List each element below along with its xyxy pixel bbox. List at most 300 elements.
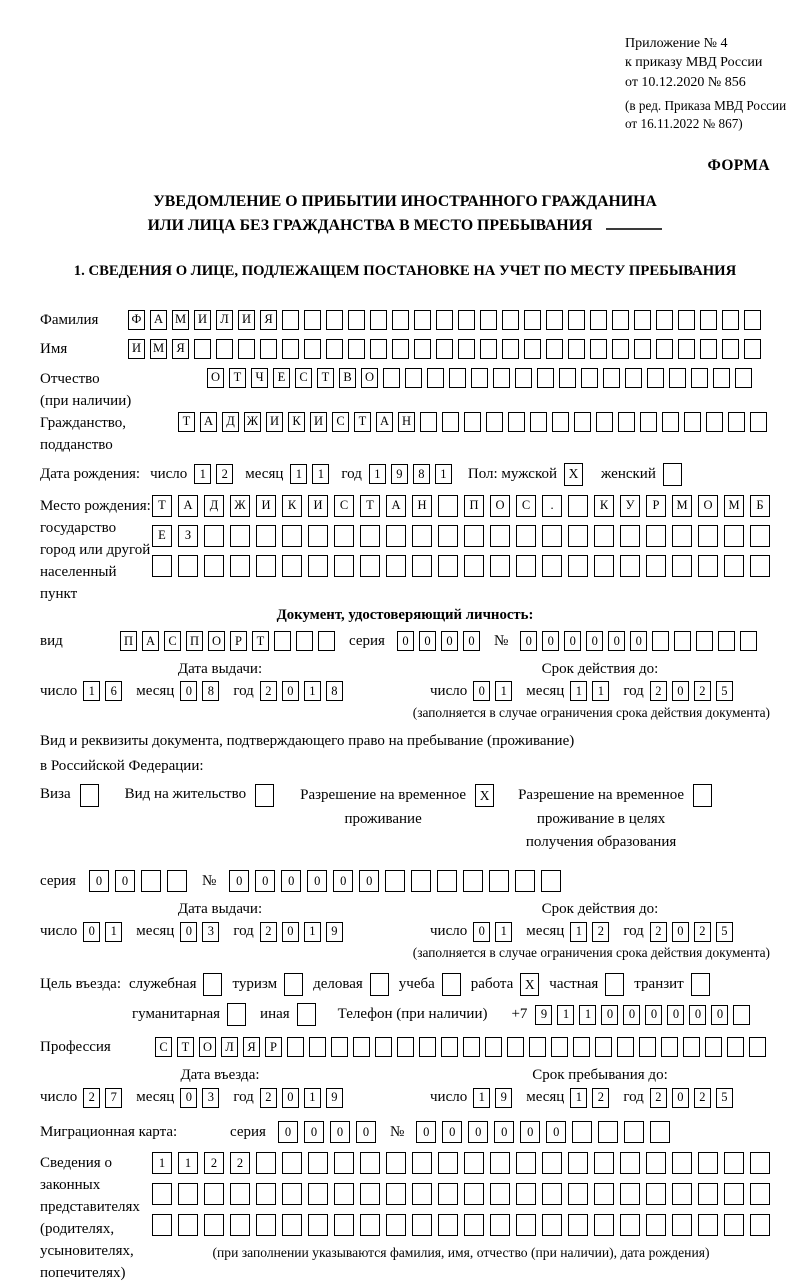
representatives-char-box[interactable] (282, 1152, 302, 1174)
migration-number-box[interactable]: 0 (468, 1121, 488, 1143)
birth-place-char-box[interactable]: У (620, 495, 640, 517)
doc-number-box[interactable]: 0 (608, 631, 625, 651)
given-name-char-box[interactable] (326, 339, 343, 359)
residence-number-box[interactable]: 0 (307, 870, 327, 892)
purpose-private-checkbox[interactable] (605, 973, 624, 996)
entry-year-box[interactable]: 1 (304, 1088, 321, 1108)
citizenship-char-box[interactable] (706, 412, 723, 432)
birth-place-char-box[interactable] (672, 525, 692, 547)
birth-place-char-box[interactable] (386, 525, 406, 547)
surname-char-box[interactable] (700, 310, 717, 330)
representatives-char-box[interactable] (464, 1183, 484, 1205)
migration-number-box[interactable]: 0 (520, 1121, 540, 1143)
representatives-char-box[interactable] (620, 1214, 640, 1236)
patronymic-char-box[interactable] (669, 368, 686, 388)
doc-type-char-box[interactable]: П (186, 631, 203, 651)
purpose-study-checkbox[interactable] (442, 973, 461, 996)
stay-day-box[interactable]: 1 (473, 1088, 490, 1108)
given-name-char-box[interactable] (546, 339, 563, 359)
citizenship-char-box[interactable] (574, 412, 591, 432)
representatives-char-box[interactable] (620, 1152, 640, 1174)
doc-type-char-box[interactable]: Т (252, 631, 269, 651)
citizenship-char-box[interactable] (728, 412, 745, 432)
birth-place-char-box[interactable] (438, 525, 458, 547)
phone-digit-box[interactable]: 0 (645, 1005, 662, 1025)
surname-char-box[interactable]: Л (216, 310, 233, 330)
birth-place-char-box[interactable]: О (490, 495, 510, 517)
profession-char-box[interactable]: Л (221, 1037, 238, 1057)
profession-char-box[interactable] (617, 1037, 634, 1057)
birth-place-char-box[interactable] (204, 555, 224, 577)
phone-digit-box[interactable]: 0 (689, 1005, 706, 1025)
representatives-char-box[interactable] (152, 1214, 172, 1236)
patronymic-char-box[interactable] (625, 368, 642, 388)
birth-place-char-box[interactable]: Ж (230, 495, 250, 517)
birth-place-char-box[interactable] (438, 555, 458, 577)
issue-year-box[interactable]: 8 (326, 681, 343, 701)
entry-year-box[interactable]: 2 (260, 1088, 277, 1108)
birth-place-char-box[interactable] (542, 555, 562, 577)
patronymic-char-box[interactable] (537, 368, 554, 388)
entry-year-box[interactable]: 0 (282, 1088, 299, 1108)
representatives-char-box[interactable]: 1 (152, 1152, 172, 1174)
representatives-char-box[interactable] (386, 1183, 406, 1205)
representatives-char-box[interactable] (646, 1183, 666, 1205)
representatives-char-box[interactable] (334, 1152, 354, 1174)
birth-place-char-box[interactable]: К (282, 495, 302, 517)
doc-number-box[interactable]: 0 (586, 631, 603, 651)
birth-place-char-box[interactable] (360, 525, 380, 547)
doc-number-box[interactable] (674, 631, 691, 651)
given-name-char-box[interactable]: М (150, 339, 167, 359)
surname-char-box[interactable] (568, 310, 585, 330)
migration-number-box[interactable]: 0 (546, 1121, 566, 1143)
birth-place-char-box[interactable] (724, 525, 744, 547)
residence-number-box[interactable] (515, 870, 535, 892)
residence-number-box[interactable]: 0 (333, 870, 353, 892)
residence-valid-month-box[interactable]: 1 (570, 922, 587, 942)
patronymic-char-box[interactable] (691, 368, 708, 388)
patronymic-char-box[interactable] (493, 368, 510, 388)
patronymic-char-box[interactable]: Е (273, 368, 290, 388)
residence-number-box[interactable] (385, 870, 405, 892)
given-name-char-box[interactable] (480, 339, 497, 359)
representatives-char-box[interactable] (542, 1214, 562, 1236)
citizenship-char-box[interactable] (442, 412, 459, 432)
entry-month-box[interactable]: 3 (202, 1088, 219, 1108)
representatives-char-box[interactable] (594, 1152, 614, 1174)
representatives-char-box[interactable] (360, 1214, 380, 1236)
residence-number-box[interactable]: 0 (229, 870, 249, 892)
visa-checkbox[interactable] (80, 784, 99, 807)
birth-day-box[interactable]: 1 (194, 464, 211, 484)
doc-number-box[interactable]: 0 (630, 631, 647, 651)
surname-char-box[interactable] (502, 310, 519, 330)
birth-place-char-box[interactable] (594, 525, 614, 547)
representatives-char-box[interactable] (568, 1152, 588, 1174)
doc-number-box[interactable]: 0 (520, 631, 537, 651)
migration-number-box[interactable]: 0 (416, 1121, 436, 1143)
birth-place-char-box[interactable]: М (672, 495, 692, 517)
profession-char-box[interactable]: Т (177, 1037, 194, 1057)
given-name-char-box[interactable] (612, 339, 629, 359)
residence-valid-year-box[interactable]: 0 (672, 922, 689, 942)
patronymic-char-box[interactable]: С (295, 368, 312, 388)
given-name-char-box[interactable] (700, 339, 717, 359)
profession-char-box[interactable] (683, 1037, 700, 1057)
surname-char-box[interactable]: И (238, 310, 255, 330)
birth-place-char-box[interactable]: Н (412, 495, 432, 517)
migration-series-box[interactable]: 0 (278, 1121, 298, 1143)
citizenship-char-box[interactable] (552, 412, 569, 432)
representatives-char-box[interactable] (178, 1183, 198, 1205)
residence-valid-year-box[interactable]: 2 (650, 922, 667, 942)
given-name-char-box[interactable] (436, 339, 453, 359)
purpose-tourism-checkbox[interactable] (284, 973, 303, 996)
profession-char-box[interactable] (419, 1037, 436, 1057)
residence-number-box[interactable] (437, 870, 457, 892)
birth-place-char-box[interactable]: Р (646, 495, 666, 517)
representatives-char-box[interactable] (256, 1183, 276, 1205)
birth-place-char-box[interactable] (620, 525, 640, 547)
citizenship-char-box[interactable] (640, 412, 657, 432)
profession-char-box[interactable] (375, 1037, 392, 1057)
representatives-char-box[interactable] (672, 1152, 692, 1174)
representatives-char-box[interactable] (334, 1214, 354, 1236)
representatives-char-box[interactable] (646, 1152, 666, 1174)
patronymic-char-box[interactable] (405, 368, 422, 388)
doc-number-box[interactable] (740, 631, 757, 651)
stay-month-box[interactable]: 1 (570, 1088, 587, 1108)
birth-place-char-box[interactable]: К (594, 495, 614, 517)
residence-number-box[interactable]: 0 (359, 870, 379, 892)
phone-digit-box[interactable]: 9 (535, 1005, 552, 1025)
representatives-char-box[interactable] (438, 1214, 458, 1236)
valid-day-box[interactable]: 0 (473, 681, 490, 701)
residence-number-box[interactable] (411, 870, 431, 892)
birth-place-char-box[interactable]: Т (152, 495, 172, 517)
surname-char-box[interactable] (480, 310, 497, 330)
birth-place-char-box[interactable]: П (464, 495, 484, 517)
representatives-char-box[interactable] (282, 1214, 302, 1236)
purpose-transit-checkbox[interactable] (691, 973, 710, 996)
patronymic-char-box[interactable]: Т (317, 368, 334, 388)
representatives-char-box[interactable] (646, 1214, 666, 1236)
representatives-char-box[interactable] (438, 1152, 458, 1174)
profession-char-box[interactable] (353, 1037, 370, 1057)
phone-digit-box[interactable]: 0 (711, 1005, 728, 1025)
migration-number-box[interactable]: 0 (494, 1121, 514, 1143)
profession-char-box[interactable] (595, 1037, 612, 1057)
residence-permit-checkbox[interactable] (255, 784, 274, 807)
patronymic-char-box[interactable] (647, 368, 664, 388)
birth-place-char-box[interactable] (698, 525, 718, 547)
residence-number-box[interactable]: 0 (281, 870, 301, 892)
birth-place-char-box[interactable]: М (724, 495, 744, 517)
representatives-char-box[interactable] (620, 1183, 640, 1205)
birth-place-char-box[interactable]: А (178, 495, 198, 517)
birth-place-char-box[interactable]: О (698, 495, 718, 517)
birth-day-box[interactable]: 2 (216, 464, 233, 484)
representatives-char-box[interactable] (724, 1183, 744, 1205)
birth-year-box[interactable]: 1 (435, 464, 452, 484)
birth-place-char-box[interactable]: И (308, 495, 328, 517)
birth-place-char-box[interactable]: Б (750, 495, 770, 517)
profession-char-box[interactable] (529, 1037, 546, 1057)
representatives-char-box[interactable] (672, 1183, 692, 1205)
issue-day-box[interactable]: 1 (83, 681, 100, 701)
birth-place-char-box[interactable] (360, 555, 380, 577)
profession-char-box[interactable] (705, 1037, 722, 1057)
residence-issue-year-box[interactable]: 1 (304, 922, 321, 942)
representatives-char-box[interactable] (750, 1152, 770, 1174)
representatives-char-box[interactable] (308, 1183, 328, 1205)
entry-day-box[interactable]: 7 (105, 1088, 122, 1108)
representatives-char-box[interactable] (698, 1183, 718, 1205)
phone-digit-box[interactable]: 1 (557, 1005, 574, 1025)
patronymic-char-box[interactable] (559, 368, 576, 388)
residence-issue-year-box[interactable]: 2 (260, 922, 277, 942)
birth-place-char-box[interactable]: З (178, 525, 198, 547)
doc-series-box[interactable]: 0 (441, 631, 458, 651)
representatives-char-box[interactable] (360, 1152, 380, 1174)
representatives-char-box[interactable] (178, 1214, 198, 1236)
residence-number-box[interactable] (463, 870, 483, 892)
patronymic-char-box[interactable]: Ч (251, 368, 268, 388)
surname-char-box[interactable] (634, 310, 651, 330)
citizenship-char-box[interactable] (486, 412, 503, 432)
representatives-char-box[interactable] (438, 1183, 458, 1205)
doc-type-char-box[interactable]: О (208, 631, 225, 651)
surname-char-box[interactable] (590, 310, 607, 330)
purpose-other-checkbox[interactable] (297, 1003, 316, 1026)
given-name-char-box[interactable]: Я (172, 339, 189, 359)
birth-place-char-box[interactable] (256, 525, 276, 547)
valid-year-box[interactable]: 2 (650, 681, 667, 701)
given-name-char-box[interactable]: И (128, 339, 145, 359)
profession-char-box[interactable] (661, 1037, 678, 1057)
patronymic-char-box[interactable] (603, 368, 620, 388)
profession-char-box[interactable] (507, 1037, 524, 1057)
representatives-char-box[interactable] (412, 1214, 432, 1236)
entry-day-box[interactable]: 2 (83, 1088, 100, 1108)
citizenship-char-box[interactable]: Т (354, 412, 371, 432)
doc-series-box[interactable]: 0 (397, 631, 414, 651)
birth-year-box[interactable]: 1 (369, 464, 386, 484)
doc-type-char-box[interactable] (274, 631, 291, 651)
residence-valid-year-box[interactable]: 2 (694, 922, 711, 942)
birth-place-char-box[interactable] (490, 525, 510, 547)
surname-char-box[interactable]: М (172, 310, 189, 330)
profession-char-box[interactable] (639, 1037, 656, 1057)
representatives-char-box[interactable] (230, 1183, 250, 1205)
representatives-char-box[interactable] (516, 1214, 536, 1236)
valid-year-box[interactable]: 0 (672, 681, 689, 701)
residence-issue-day-box[interactable]: 1 (105, 922, 122, 942)
given-name-char-box[interactable] (458, 339, 475, 359)
purpose-business-checkbox[interactable] (370, 973, 389, 996)
doc-type-char-box[interactable]: С (164, 631, 181, 651)
given-name-char-box[interactable] (194, 339, 211, 359)
birth-place-char-box[interactable] (334, 555, 354, 577)
citizenship-char-box[interactable]: А (376, 412, 393, 432)
birth-place-char-box[interactable] (646, 525, 666, 547)
patronymic-char-box[interactable] (383, 368, 400, 388)
surname-char-box[interactable] (436, 310, 453, 330)
issue-month-box[interactable]: 0 (180, 681, 197, 701)
valid-year-box[interactable]: 2 (694, 681, 711, 701)
representatives-char-box[interactable] (568, 1214, 588, 1236)
given-name-char-box[interactable] (656, 339, 673, 359)
given-name-char-box[interactable] (282, 339, 299, 359)
doc-number-box[interactable]: 0 (564, 631, 581, 651)
birth-place-char-box[interactable] (620, 555, 640, 577)
given-name-char-box[interactable] (744, 339, 761, 359)
citizenship-char-box[interactable] (596, 412, 613, 432)
residence-issue-month-box[interactable]: 0 (180, 922, 197, 942)
given-name-char-box[interactable] (370, 339, 387, 359)
stay-day-box[interactable]: 9 (495, 1088, 512, 1108)
profession-char-box[interactable]: Я (243, 1037, 260, 1057)
patronymic-char-box[interactable] (471, 368, 488, 388)
birth-year-box[interactable]: 8 (413, 464, 430, 484)
issue-day-box[interactable]: 6 (105, 681, 122, 701)
doc-number-box[interactable]: 0 (542, 631, 559, 651)
citizenship-char-box[interactable]: И (310, 412, 327, 432)
representatives-char-box[interactable] (464, 1214, 484, 1236)
migration-number-box[interactable] (598, 1121, 618, 1143)
valid-month-box[interactable]: 1 (570, 681, 587, 701)
birth-place-char-box[interactable] (516, 525, 536, 547)
migration-series-box[interactable]: 0 (304, 1121, 324, 1143)
birth-place-char-box[interactable] (152, 555, 172, 577)
profession-char-box[interactable] (331, 1037, 348, 1057)
valid-year-box[interactable]: 5 (716, 681, 733, 701)
phone-digit-box[interactable]: 0 (601, 1005, 618, 1025)
representatives-char-box[interactable] (542, 1152, 562, 1174)
female-checkbox[interactable] (663, 463, 682, 486)
given-name-char-box[interactable] (304, 339, 321, 359)
surname-char-box[interactable] (678, 310, 695, 330)
birth-year-box[interactable]: 9 (391, 464, 408, 484)
surname-char-box[interactable] (414, 310, 431, 330)
residence-number-box[interactable] (541, 870, 561, 892)
representatives-char-box[interactable] (672, 1214, 692, 1236)
citizenship-char-box[interactable]: Ж (244, 412, 261, 432)
citizenship-char-box[interactable]: Д (222, 412, 239, 432)
birth-place-char-box[interactable] (542, 525, 562, 547)
representatives-char-box[interactable]: 2 (230, 1152, 250, 1174)
birth-place-char-box[interactable] (672, 555, 692, 577)
representatives-char-box[interactable]: 1 (178, 1152, 198, 1174)
issue-year-box[interactable]: 0 (282, 681, 299, 701)
given-name-char-box[interactable] (678, 339, 695, 359)
surname-char-box[interactable]: А (150, 310, 167, 330)
citizenship-char-box[interactable] (750, 412, 767, 432)
migration-number-box[interactable] (624, 1121, 644, 1143)
representatives-char-box[interactable] (724, 1152, 744, 1174)
birth-place-char-box[interactable] (750, 555, 770, 577)
representatives-char-box[interactable] (750, 1214, 770, 1236)
doc-number-box[interactable] (718, 631, 735, 651)
representatives-char-box[interactable] (724, 1214, 744, 1236)
birth-place-char-box[interactable] (386, 555, 406, 577)
representatives-char-box[interactable] (594, 1183, 614, 1205)
profession-char-box[interactable]: О (199, 1037, 216, 1057)
given-name-char-box[interactable] (392, 339, 409, 359)
phone-digit-box[interactable]: 0 (667, 1005, 684, 1025)
profession-char-box[interactable] (397, 1037, 414, 1057)
birth-place-char-box[interactable] (282, 555, 302, 577)
surname-char-box[interactable] (326, 310, 343, 330)
doc-series-box[interactable]: 0 (419, 631, 436, 651)
birth-place-char-box[interactable] (308, 525, 328, 547)
representatives-char-box[interactable] (464, 1152, 484, 1174)
patronymic-char-box[interactable] (713, 368, 730, 388)
residence-series-box[interactable]: 0 (89, 870, 109, 892)
citizenship-char-box[interactable] (684, 412, 701, 432)
birth-place-char-box[interactable] (698, 555, 718, 577)
surname-char-box[interactable] (744, 310, 761, 330)
surname-char-box[interactable] (458, 310, 475, 330)
representatives-char-box[interactable] (516, 1152, 536, 1174)
doc-type-char-box[interactable]: Р (230, 631, 247, 651)
purpose-humanitarian-checkbox[interactable] (227, 1003, 246, 1026)
residence-issue-year-box[interactable]: 9 (326, 922, 343, 942)
migration-number-box[interactable]: 0 (442, 1121, 462, 1143)
surname-char-box[interactable] (392, 310, 409, 330)
valid-month-box[interactable]: 1 (592, 681, 609, 701)
profession-char-box[interactable]: Р (265, 1037, 282, 1057)
birth-place-char-box[interactable] (516, 555, 536, 577)
patronymic-char-box[interactable]: В (339, 368, 356, 388)
migration-series-box[interactable]: 0 (356, 1121, 376, 1143)
surname-char-box[interactable]: И (194, 310, 211, 330)
residence-valid-year-box[interactable]: 5 (716, 922, 733, 942)
citizenship-char-box[interactable]: Т (178, 412, 195, 432)
surname-char-box[interactable] (524, 310, 541, 330)
birth-month-box[interactable]: 1 (312, 464, 329, 484)
representatives-char-box[interactable] (308, 1214, 328, 1236)
surname-char-box[interactable] (612, 310, 629, 330)
doc-type-char-box[interactable] (296, 631, 313, 651)
representatives-char-box[interactable] (386, 1152, 406, 1174)
issue-month-box[interactable]: 8 (202, 681, 219, 701)
profession-char-box[interactable]: С (155, 1037, 172, 1057)
birth-place-char-box[interactable] (646, 555, 666, 577)
citizenship-char-box[interactable]: А (200, 412, 217, 432)
birth-place-char-box[interactable]: А (386, 495, 406, 517)
purpose-work-checkbox[interactable]: X (520, 973, 539, 996)
given-name-char-box[interactable] (590, 339, 607, 359)
residence-valid-day-box[interactable]: 0 (473, 922, 490, 942)
patronymic-char-box[interactable] (735, 368, 752, 388)
birth-place-char-box[interactable] (724, 555, 744, 577)
citizenship-char-box[interactable] (530, 412, 547, 432)
given-name-char-box[interactable] (238, 339, 255, 359)
patronymic-char-box[interactable]: О (207, 368, 224, 388)
birth-place-char-box[interactable] (334, 525, 354, 547)
birth-place-char-box[interactable] (594, 555, 614, 577)
surname-char-box[interactable] (304, 310, 321, 330)
residence-issue-month-box[interactable]: 3 (202, 922, 219, 942)
birth-place-char-box[interactable] (464, 525, 484, 547)
birth-place-char-box[interactable] (308, 555, 328, 577)
migration-series-box[interactable]: 0 (330, 1121, 350, 1143)
doc-type-char-box[interactable] (318, 631, 335, 651)
residence-series-box[interactable] (167, 870, 187, 892)
birth-place-char-box[interactable]: Т (360, 495, 380, 517)
